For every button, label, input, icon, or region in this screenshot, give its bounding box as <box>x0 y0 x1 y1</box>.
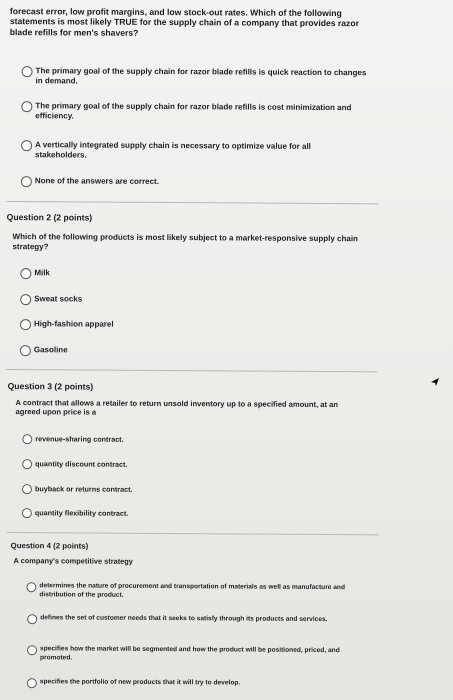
q4-option-2[interactable] <box>27 614 347 626</box>
option-label: determines the nature of procurement and transportation of materials as well as manufacture and distribution of the product. <box>39 582 346 599</box>
q2-option-high-fashion-apparel[interactable] <box>20 319 114 331</box>
section-divider <box>6 369 378 372</box>
option-label: buyback or returns contract. <box>34 484 133 494</box>
option-label: Milk <box>34 268 50 278</box>
q4-option-3[interactable] <box>27 645 347 664</box>
option-label: Sweat socks <box>34 294 83 304</box>
option-label: specifies the portfolio of new products that it will try to develop. <box>39 678 241 687</box>
option-label: specifies how the market will be segmented and how the product will be positioned, priced, and promoted. <box>39 645 340 662</box>
radio-button[interactable] <box>22 66 33 77</box>
option-label: revenue-sharing contract. <box>35 434 124 444</box>
radio-button[interactable] <box>27 614 37 624</box>
q1-option-3[interactable] <box>21 140 341 161</box>
radio-button[interactable] <box>20 294 31 305</box>
q3-option-revenue-sharing[interactable] <box>22 434 123 445</box>
option-label: The primary goal of the supply chain for razor blade refills is cost minimization and efficiency. <box>35 101 352 121</box>
question-4-title: Question 4 (2 points) <box>10 541 89 551</box>
radio-button[interactable] <box>27 645 37 655</box>
q3-option-quantity-flexibility[interactable] <box>22 508 129 519</box>
option-label: High-fashion apparel <box>33 319 114 329</box>
section-divider <box>7 532 379 535</box>
option-label: None of the answers are correct. <box>34 176 159 186</box>
radio-button[interactable] <box>20 345 31 356</box>
option-label: quantity discount contract. <box>35 459 128 469</box>
q4-option-1[interactable] <box>26 582 361 601</box>
radio-button[interactable] <box>20 319 31 330</box>
radio-button[interactable] <box>21 176 32 187</box>
option-label: quantity flexibility contract. <box>34 508 129 518</box>
question-2-prompt: Which of the following products is most likely subject to a market-responsive supply chain strategy? <box>12 232 358 251</box>
radio-button[interactable] <box>22 459 32 469</box>
section-divider <box>7 201 379 204</box>
question-3-title: Question 3 (2 points) <box>7 381 94 392</box>
q2-option-milk[interactable] <box>20 268 50 279</box>
option-label: Gasoline <box>33 345 68 355</box>
q1-option-4[interactable] <box>21 176 341 189</box>
q2-option-sweat-socks[interactable] <box>20 294 82 305</box>
question-1-prompt: forecast error, low profit margins, and low stock-out rates. Which of the following statements is most likely TRUE for the supply chain of a company that provides razor blade refills for men's shavers? <box>9 6 359 38</box>
question-3-prompt: A contract that allows a retailer to return unsold inventory up to a specified amount, at an agreed upon price is a <box>15 398 339 417</box>
radio-button[interactable] <box>21 140 32 151</box>
radio-button[interactable] <box>22 484 32 494</box>
radio-button[interactable] <box>27 678 37 688</box>
q1-option-2[interactable] <box>21 101 366 122</box>
q4-option-4[interactable] <box>27 678 367 690</box>
radio-button[interactable] <box>21 101 32 112</box>
q1-option-1[interactable] <box>21 66 366 87</box>
q3-option-quantity-discount[interactable] <box>22 459 127 470</box>
radio-button[interactable] <box>20 268 31 279</box>
q2-option-gasoline[interactable] <box>20 345 68 356</box>
radio-button[interactable] <box>22 434 32 444</box>
q3-option-buyback[interactable] <box>22 484 133 495</box>
mouse-pointer-icon <box>430 377 440 387</box>
option-label: defines the set of customer needs that it seeks to satisfy through its products and services. <box>40 614 328 624</box>
option-label: A vertically integrated supply chain is necessary to optimize value for all stakeholders. <box>35 140 311 160</box>
radio-button[interactable] <box>22 508 32 518</box>
radio-button[interactable] <box>26 582 36 592</box>
question-2-title: Question 2 (2 points) <box>6 212 93 223</box>
option-label: The primary goal of the supply chain for razor blade refills is quick reaction to changes in demand. <box>35 66 367 86</box>
question-4-prompt: A company's competitive strategy <box>13 556 133 566</box>
